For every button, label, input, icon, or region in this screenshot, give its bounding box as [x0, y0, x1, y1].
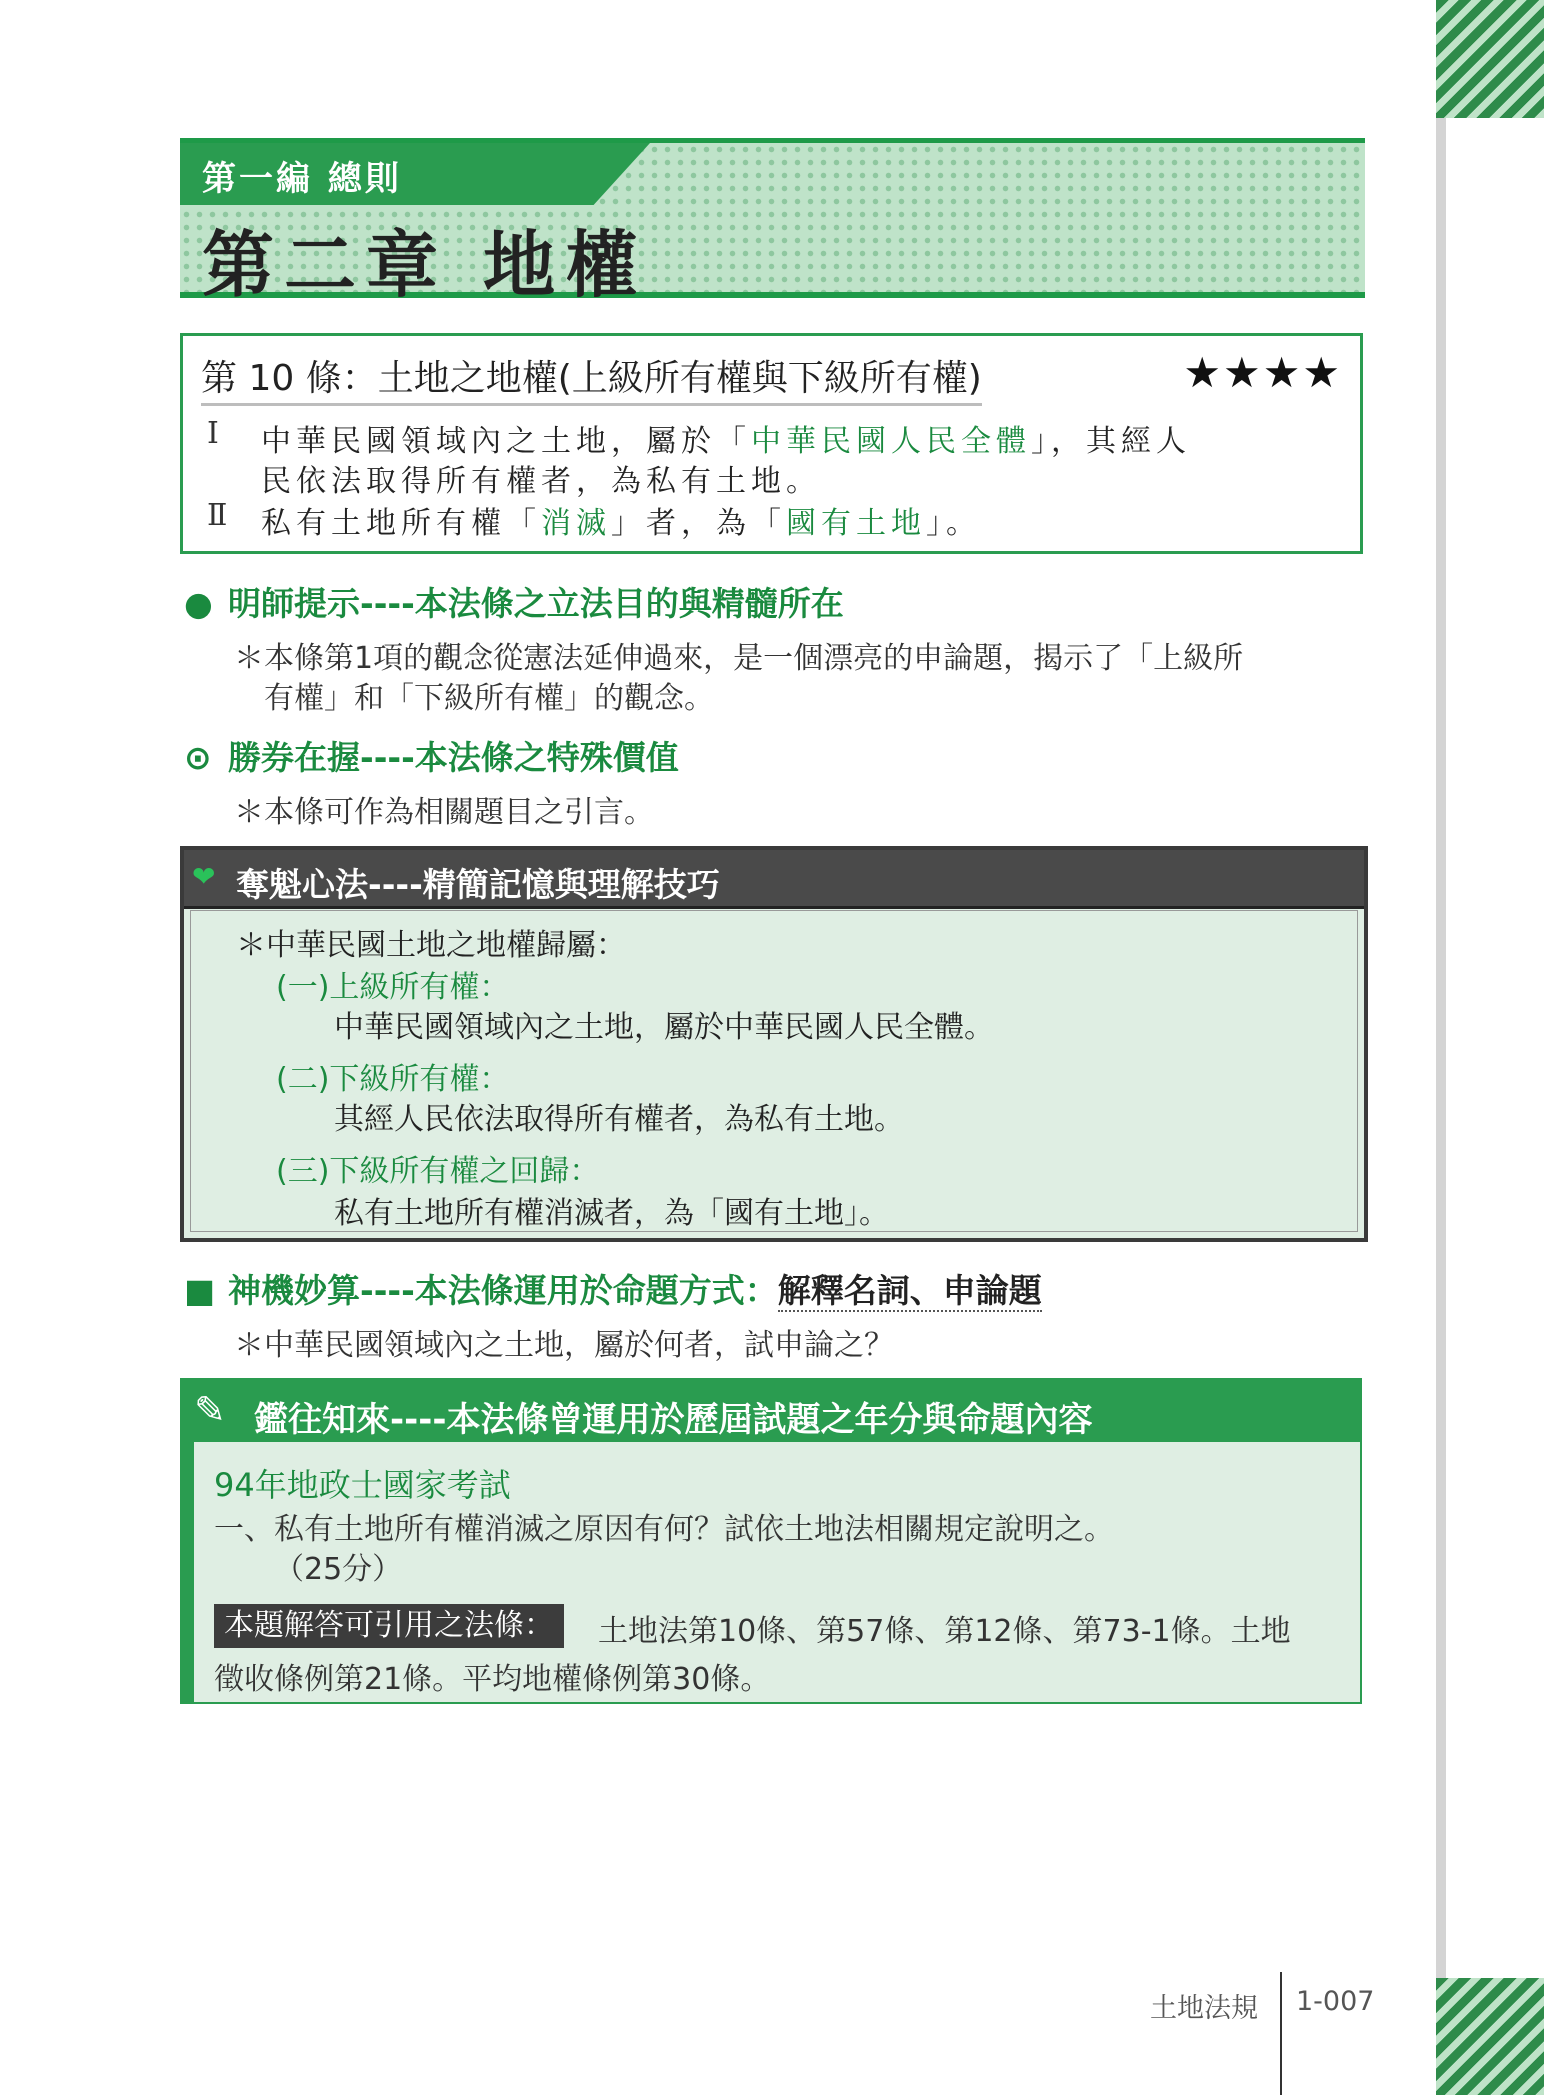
- heart-icon: ❤: [192, 860, 216, 893]
- pen-icon: ✎: [194, 1388, 226, 1432]
- hint-text-line-2: 有權」和「下級所有權」的觀念。: [264, 681, 714, 716]
- exam-types: 解釋名詞、申論題: [777, 1271, 1042, 1310]
- clause-1-emphasis: 中華民國人民全體: [751, 424, 1031, 459]
- chapter-part: 第一編 總則: [202, 159, 402, 199]
- tips-title-bar: [184, 850, 1364, 909]
- answer-references-line-2: 徵收條例第21條。平均地權條例第30條。: [214, 1662, 771, 1697]
- edge-stripe-top: [1436, 0, 1544, 118]
- chapter-title: 第二章 地權: [202, 223, 648, 307]
- tips-item-3-label: (三)下級所有權之回歸：: [276, 1154, 600, 1189]
- clause-number-1: Ⅰ: [207, 416, 219, 451]
- article-box: [180, 333, 1363, 554]
- clause-1-line-2: 民依法取得所有權者，為私有土地。: [261, 464, 821, 499]
- clause-1-line-1: 中華民國領域內之土地，屬於「中華民國人民全體」，其經人: [261, 424, 1191, 459]
- importance-stars: ★★★★: [1183, 348, 1342, 397]
- footer-divider: [1280, 1972, 1282, 2095]
- exam-question: 一、私有土地所有權消滅之原因有何？試依土地法相關規定說明之。: [214, 1512, 1114, 1547]
- book-title: 土地法規: [1150, 1993, 1258, 2024]
- square-bullet-icon: ■: [184, 1271, 216, 1310]
- clause-number-2: Ⅱ: [207, 498, 228, 533]
- value-text-line-1: ＊本條可作為相關題目之引言。: [234, 795, 654, 830]
- target-icon: ⊙: [184, 738, 212, 777]
- clause-2-emphasis-1: 消滅: [541, 506, 611, 541]
- clause-2-line: 私有土地所有權「消滅」者，為「國有土地」。: [261, 506, 981, 541]
- edge-stripe-bottom: [1436, 1978, 1544, 2095]
- exam-method-text-line-1: ＊中華民國領域內之土地，屬於何者，試申論之？: [234, 1328, 894, 1363]
- clause-2-emphasis-2: 國有土地: [786, 506, 926, 541]
- hint-heading: ● 明師提示----本法條之立法目的與精髓所在: [184, 584, 844, 623]
- tips-title: 奪魁心法----精簡記憶與理解技巧: [236, 865, 720, 904]
- tips-item-2-text: 其經人民依法取得所有權者，為私有土地。: [334, 1102, 904, 1137]
- answer-references-line-1: 土地法第10條、第57條、第12條、第73-1條。土地: [598, 1614, 1291, 1649]
- past-exam-title: 鑑往知來----本法條曾運用於歷屆試題之年分與命題內容: [254, 1400, 1093, 1440]
- exam-method-heading: ■ 神機妙算----本法條運用於命題方式：解釋名詞、申論題: [184, 1271, 1042, 1310]
- page-number: 1-007: [1296, 1986, 1375, 2017]
- tips-box: [180, 846, 1368, 1242]
- exam-year: 94年地政士國家考試: [214, 1466, 511, 1504]
- answer-reference-label: 本題解答可引用之法條：: [214, 1604, 564, 1648]
- tips-item-3-text: 私有土地所有權消滅者，為「國有土地」。: [334, 1196, 889, 1231]
- hint-text-line-1: ＊本條第1項的觀念從憲法延伸過來，是一個漂亮的申論題，揭示了「上級所: [234, 641, 1244, 676]
- past-exam-box: [180, 1378, 1362, 1704]
- chapter-header: [180, 138, 1365, 307]
- tips-item-2-label: (二)下級所有權：: [276, 1062, 510, 1097]
- tips-item-1-label: (一)上級所有權：: [276, 970, 510, 1005]
- tips-item-1-text: 中華民國領域內之土地，屬於中華民國人民全體。: [334, 1010, 994, 1045]
- value-heading: ⊙ 勝券在握----本法條之特殊價值: [184, 738, 679, 777]
- past-exam-title-bar: [182, 1380, 1360, 1442]
- bullet-dot-icon: ●: [184, 584, 213, 623]
- tips-intro: ＊中華民國土地之地權歸屬：: [236, 928, 626, 963]
- past-exam-side-bar: [182, 1442, 194, 1702]
- page-edge-bar: [1436, 0, 1446, 2095]
- article-heading: 第 10 條：土地之地權(上級所有權與下級所有權): [201, 350, 982, 406]
- exam-points: （25分）: [274, 1552, 403, 1587]
